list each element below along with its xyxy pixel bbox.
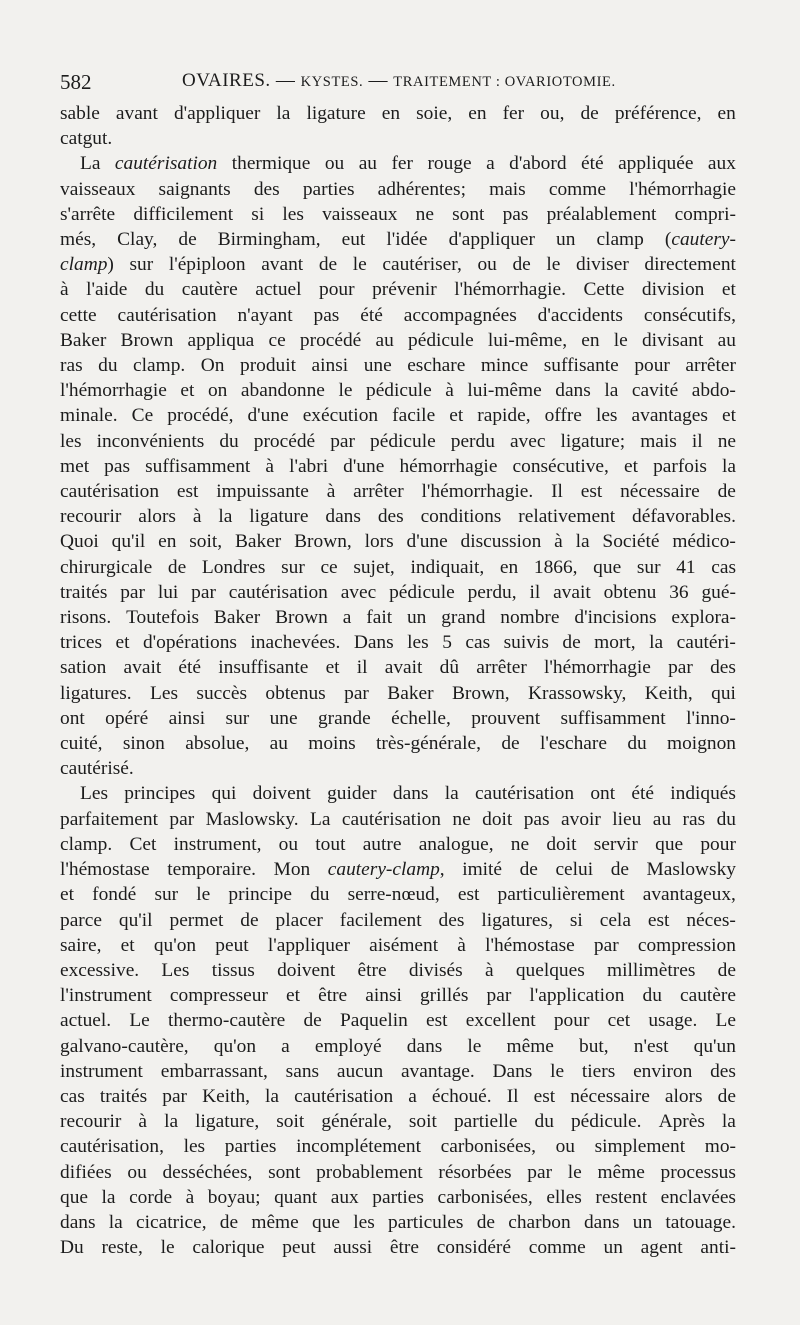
text-line: galvano-cautère, qu'on a employé dans le même but, n'est qu'un bbox=[60, 1035, 736, 1057]
text-line: actuel. Le thermo-cautère de Paquelin est excellent pour cet usage. Le bbox=[60, 1010, 736, 1032]
text-line: cautérisé. bbox=[60, 758, 134, 780]
text-line: l'instrument compresseur et être ainsi grillés par l'application du cautère bbox=[60, 985, 736, 1007]
text-line: l'hémostase temporaire. Mon cautery-clamp, imité de celui de Maslowsky bbox=[60, 859, 736, 881]
text-line: Les principes qui doivent guider dans la cautérisation ont été indiqués bbox=[80, 783, 736, 805]
text-line: chirurgicale de Londres sur ce sujet, indiquait, en 1866, que sur 41 cas bbox=[60, 556, 736, 578]
text-line: recourir alors à la ligature dans des conditions relativement défavorables. bbox=[60, 506, 736, 528]
text-line: catgut. bbox=[60, 128, 113, 150]
text-line: ont opéré ainsi sur une grande échelle, prouvent suffisamment l'inno- bbox=[60, 707, 736, 729]
text-line: s'arrête difficilement si les vaisseaux ne sont pas préalablement compri- bbox=[60, 203, 736, 225]
text-line: parfaitement par Maslowsky. La cautérisation ne doit pas avoir lieu au ras du bbox=[60, 808, 736, 830]
text-line: à l'aide du cautère actuel pour prévenir l'hémorrhagie. Cette division et bbox=[60, 279, 736, 301]
text-line: traités par lui par cautérisation avec pédicule perdu, il avait obtenu 36 gué- bbox=[60, 581, 736, 603]
text-line: cautérisation, les parties incomplétement carbonisées, ou simplement mo- bbox=[60, 1136, 736, 1158]
text-line: cautérisation est impuissante à arrêter l'hémorrhagie. Il est nécessaire de bbox=[60, 481, 736, 503]
text-line: cas traités par Keith, la cautérisation a échoué. Il est nécessaire alors de bbox=[60, 1085, 736, 1107]
page-number: 582 bbox=[60, 70, 92, 94]
running-title bbox=[182, 70, 616, 92]
text-line: ras du clamp. On produit ainsi une eschare mince suffisante pour arrêter bbox=[60, 355, 736, 377]
text-line: l'hémorrhagie et on abandonne le pédicule à lui-même dans la cavité abdo- bbox=[60, 380, 736, 402]
title-separator: — bbox=[275, 70, 296, 91]
title-part-kystes: KYSTES. bbox=[300, 74, 364, 90]
text-line: Baker Brown appliqua ce procédé au pédicule lui-même, en le divisant au bbox=[60, 329, 736, 351]
text-line: vaisseaux saignants des parties adhérentes; mais comme l'hémorrhagie bbox=[60, 178, 736, 200]
text-line: Quoi qu'il en soit, Baker Brown, lors d'une discussion à la Société médico- bbox=[60, 531, 736, 553]
text-line: sable avant d'appliquer la ligature en soie, en fer ou, de préférence, en bbox=[60, 103, 736, 124]
text-line: et fondé sur le principe du serre-nœud, est particulièrement avantageux, bbox=[60, 884, 736, 906]
text-line: que la corde à boyau; quant aux parties carbonisées, elles restent enclavées bbox=[60, 1186, 736, 1208]
running-header bbox=[60, 70, 740, 96]
text-line: met pas suffisamment à l'abri d'une hémorrhagie consécutive, et parfois la bbox=[60, 455, 736, 477]
text-line: instrument embarrassant, sans aucun avantage. Dans le tiers environ des bbox=[60, 1060, 736, 1082]
title-separator: — bbox=[368, 70, 389, 91]
text-line: Du reste, le calorique peut aussi être considéré comme un agent anti- bbox=[60, 1237, 736, 1259]
text-line: cette cautérisation n'ayant pas été accompagnées d'accidents consécutifs, bbox=[60, 304, 736, 326]
text-line: sation avait été insuffisante et il avait dû arrêter l'hémorrhagie par des bbox=[60, 657, 736, 679]
text-line: saire, et qu'on peut l'appliquer aisément à l'hémostase par compression bbox=[60, 934, 736, 956]
text-line: més, Clay, de Birmingham, eut l'idée d'appliquer un clamp (cautery- bbox=[60, 229, 736, 251]
text-line: clamp. Cet instrument, ou tout autre analogue, ne doit servir que pour bbox=[60, 833, 736, 855]
text-line: minale. Ce procédé, d'une exécution facile et rapide, offre les avantages et bbox=[60, 405, 736, 427]
body-text bbox=[60, 101, 736, 1260]
text-line: trices et d'opérations inachevées. Dans les 5 cas suivis de mort, la cautéri- bbox=[60, 632, 736, 654]
text-line: excessive. Les tissus doivent être divisés à quelques millimètres de bbox=[60, 959, 736, 981]
text-line: clamp) sur l'épiploon avant de le cautériser, ou de le diviser directement bbox=[60, 254, 736, 276]
title-main: OVAIRES. bbox=[182, 70, 271, 91]
text-line: cuité, sinon absolue, au moins très-générale, de l'eschare du moignon bbox=[60, 733, 736, 755]
text-line: recourir à la ligature, soit générale, soit partielle du pédicule. Après la bbox=[60, 1111, 736, 1133]
text-line: ligatures. Les succès obtenus par Baker Brown, Krassowsky, Keith, qui bbox=[60, 682, 736, 704]
text-line: risons. Toutefois Baker Brown a fait un grand nombre d'incisions explora- bbox=[60, 607, 736, 629]
title-part-traitement: TRAITEMENT : OVARIOTOMIE. bbox=[393, 74, 616, 90]
text-line: La cautérisation thermique ou au fer rouge a d'abord été appliquée aux bbox=[80, 153, 736, 175]
text-line: dans la cicatrice, de même que les particules de charbon dans un tatouage. bbox=[60, 1211, 736, 1233]
text-line: les inconvénients du procédé par pédicule perdu avec ligature; mais il ne bbox=[60, 430, 736, 452]
text-line: difiées ou desséchées, sont probablement résorbées par le même processus bbox=[60, 1161, 736, 1183]
text-line: parce qu'il permet de placer facilement des ligatures, si cela est néces- bbox=[60, 909, 736, 931]
